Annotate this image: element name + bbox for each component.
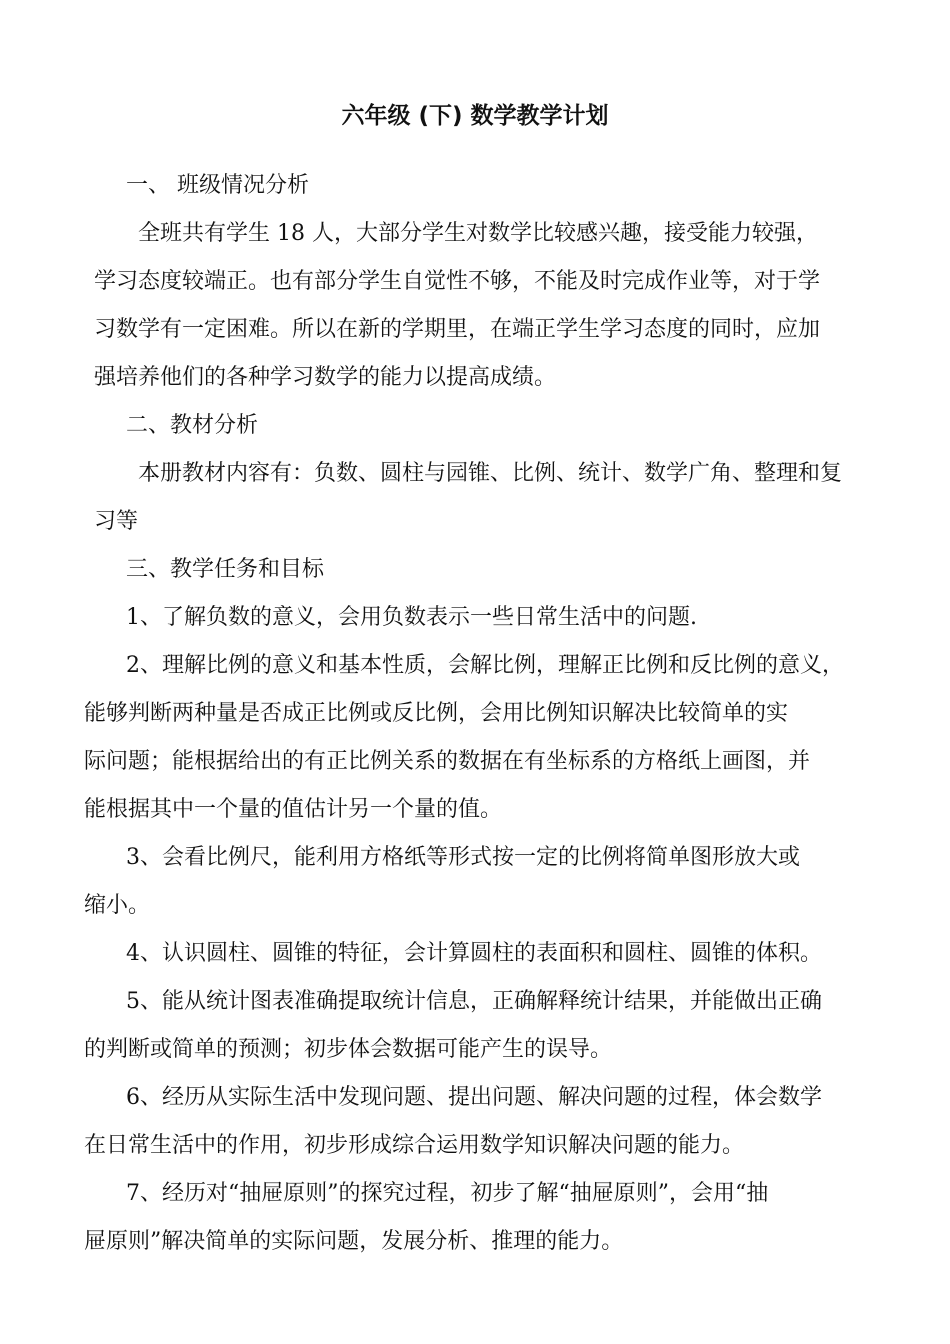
text-line: 全班共有学生 18 人，大部分学生对数学比较感兴趣，接受能力较强，	[138, 221, 818, 246]
page-title: 六年级 (下) 数学教学计划	[341, 103, 609, 129]
text-line: 缩小。	[84, 893, 151, 918]
goal-item-7: 7、经历对“抽屉原则”的探究过程，初步了解“抽屉原则”，会用“抽	[126, 1181, 769, 1206]
document-body	[84, 162, 866, 1266]
heading-textbook-analysis: 二、教材分析	[126, 413, 259, 438]
goal-item-1: 1、了解负数的意义，会用负数表示一些日常生活中的问题.	[126, 605, 697, 630]
goal-item-3: 3、会看比例尺，能利用方格纸等形式按一定的比例将简单图形放大或	[126, 845, 800, 870]
text-line: 习等	[94, 509, 139, 534]
heading-class-analysis: 一、 班级情况分析	[126, 173, 309, 198]
text-line: 习数学有一定困难。所以在新的学期里，在端正学生学习态度的同时，应加	[94, 317, 821, 342]
text-line: 能够判断两种量是否成正比例或反比例，会用比例知识解决比较简单的实	[84, 701, 789, 726]
goal-item-4: 4、认识圆柱、圆锥的特征，会计算圆柱的表面积和圆柱、圆锥的体积。	[126, 941, 822, 966]
text-line: 学习态度较端正。也有部分学生自觉性不够，不能及时完成作业等，对于学	[94, 269, 821, 294]
text-line: 屉原则”解决简单的实际问题，发展分析、推理的能力。	[84, 1229, 624, 1254]
goal-item-2: 2、理解比例的意义和基本性质，会解比例，理解正比例和反比例的意义，	[126, 653, 844, 678]
heading-teaching-goals: 三、教学任务和目标	[126, 557, 325, 582]
text-line: 际问题；能根据给出的有正比例关系的数据在有坐标系的方格纸上画图，并	[84, 749, 811, 774]
text-line: 能根据其中一个量的值估计另一个量的值。	[84, 797, 503, 822]
goal-item-6: 6、经历从实际生活中发现问题、提出问题、解决问题的过程，体会数学	[126, 1085, 822, 1110]
text-line: 在日常生活中的作用，初步形成综合运用数学知识解决问题的能力。	[84, 1133, 745, 1158]
text-line: 本册教材内容有：负数、圆柱与园锥、比例、统计、数学广角、整理和复	[138, 461, 843, 486]
goal-item-5: 5、能从统计图表准确提取统计信息，正确解释统计结果，并能做出正确	[126, 989, 822, 1014]
text-line: 的判断或简单的预测；初步体会数据可能产生的误导。	[84, 1037, 613, 1062]
text-line: 强培养他们的各种学习数学的能力以提高成绩。	[94, 365, 557, 390]
